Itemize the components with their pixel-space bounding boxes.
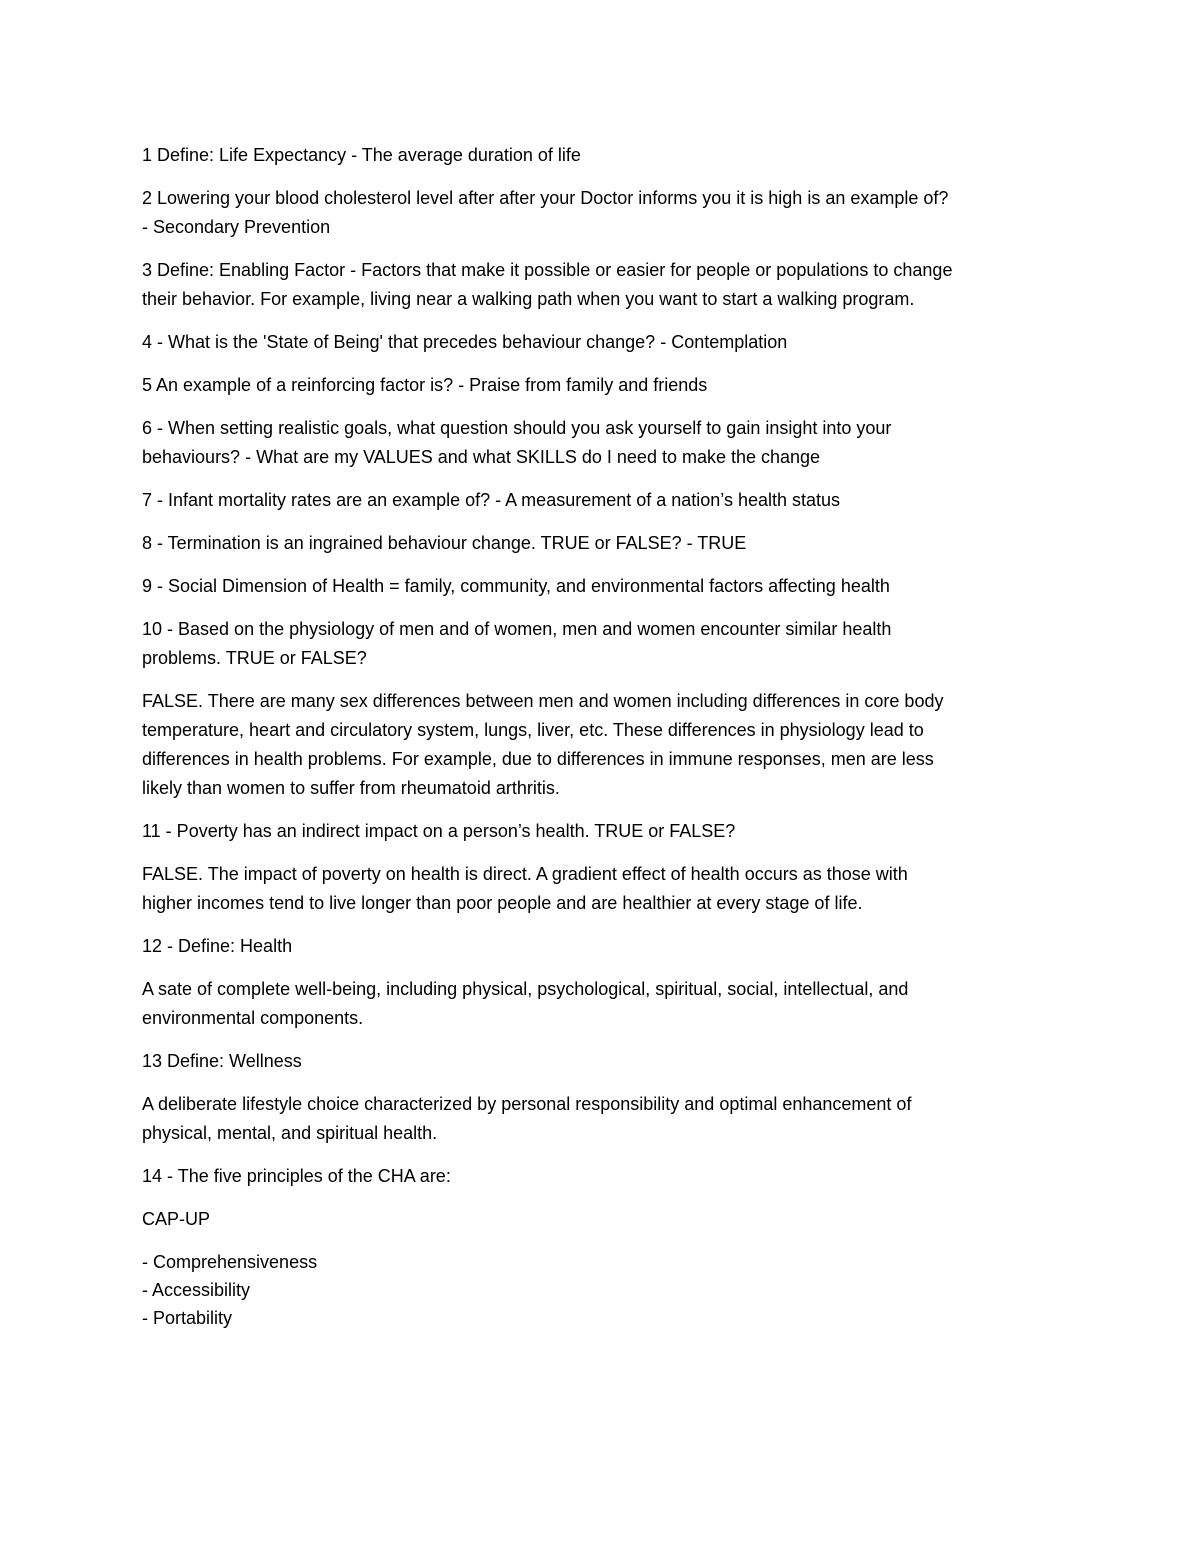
document-paragraph bbox=[142, 1205, 1072, 1234]
text-line: differences in health problems. For example, due to differences in immune responses, men are less bbox=[142, 749, 934, 769]
text-line: 13 Define: Wellness bbox=[142, 1051, 302, 1071]
text-line: A deliberate lifestyle choice characterized by personal responsibility and optimal enhancement of bbox=[142, 1094, 912, 1114]
document-paragraph bbox=[142, 141, 1072, 170]
text-line: 6 - When setting realistic goals, what question should you ask yourself to gain insight into your bbox=[142, 418, 892, 438]
list-item: - Comprehensiveness bbox=[142, 1252, 318, 1272]
document-paragraph bbox=[142, 328, 1072, 357]
document-paragraph bbox=[142, 1047, 1072, 1076]
document-paragraph bbox=[142, 486, 1072, 515]
text-line: CAP-UP bbox=[142, 1209, 211, 1229]
text-line: behaviours? - What are my VALUES and what SKILLS do I need to make the change bbox=[142, 447, 821, 467]
principles-list bbox=[142, 1248, 1072, 1332]
document-paragraph bbox=[142, 184, 1072, 242]
text-line: 11 - Poverty has an indirect impact on a person’s health. TRUE or FALSE? bbox=[142, 821, 736, 841]
text-line: 5 An example of a reinforcing factor is? - Praise from family and friends bbox=[142, 375, 708, 395]
paragraph-list bbox=[142, 141, 1072, 1234]
text-line: - Secondary Prevention bbox=[142, 217, 331, 237]
text-line: 9 - Social Dimension of Health = family, community, and environmental factors affecting health bbox=[142, 576, 890, 596]
text-line: A sate of complete well-being, including physical, psychological, spiritual, social, intellectual, and bbox=[142, 979, 909, 999]
text-line: 1 Define: Life Expectancy - The average duration of life bbox=[142, 145, 581, 165]
text-line: FALSE. There are many sex differences between men and women including differences in core body bbox=[142, 691, 944, 711]
document-paragraph bbox=[142, 529, 1072, 558]
document-paragraph bbox=[142, 817, 1072, 846]
text-line: FALSE. The impact of poverty on health is direct. A gradient effect of health occurs as those with bbox=[142, 864, 908, 884]
text-line: temperature, heart and circulatory system, lungs, liver, etc. These differences in physiology lead to bbox=[142, 720, 924, 740]
text-line: environmental components. bbox=[142, 1008, 364, 1028]
list-item: - Portability bbox=[142, 1308, 233, 1328]
document-paragraph bbox=[142, 371, 1072, 400]
text-line: 3 Define: Enabling Factor - Factors that make it possible or easier for people or populations to change bbox=[142, 260, 953, 280]
document-paragraph bbox=[142, 572, 1072, 601]
text-line: 14 - The five principles of the CHA are: bbox=[142, 1166, 451, 1186]
text-line: their behavior. For example, living near a walking path when you want to start a walking program. bbox=[142, 289, 915, 309]
document-paragraph bbox=[142, 687, 1072, 803]
document-paragraph bbox=[142, 860, 1072, 918]
document-paragraph bbox=[142, 1162, 1072, 1191]
document-body bbox=[142, 141, 1072, 1332]
text-line: 8 - Termination is an ingrained behaviour change. TRUE or FALSE? - TRUE bbox=[142, 533, 747, 553]
document-paragraph bbox=[142, 256, 1072, 314]
text-line: 10 - Based on the physiology of men and of women, men and women encounter similar health bbox=[142, 619, 892, 639]
text-line: 12 - Define: Health bbox=[142, 936, 293, 956]
text-line: 4 - What is the 'State of Being' that precedes behaviour change? - Contemplation bbox=[142, 332, 788, 352]
document-paragraph bbox=[142, 932, 1072, 961]
text-line: higher incomes tend to live longer than poor people and are healthier at every stage of life. bbox=[142, 893, 863, 913]
document-paragraph bbox=[142, 615, 1072, 673]
text-line: 2 Lowering your blood cholesterol level after after your Doctor informs you it is high is an example of? bbox=[142, 188, 949, 208]
text-line: problems. TRUE or FALSE? bbox=[142, 648, 367, 668]
list-item: - Accessibility bbox=[142, 1280, 251, 1300]
text-line: 7 - Infant mortality rates are an example of? - A measurement of a nation’s health status bbox=[142, 490, 841, 510]
document-paragraph bbox=[142, 414, 1072, 472]
document-paragraph bbox=[142, 1090, 1072, 1148]
text-line: likely than women to suffer from rheumatoid arthritis. bbox=[142, 778, 560, 798]
document-paragraph bbox=[142, 975, 1072, 1033]
text-line: physical, mental, and spiritual health. bbox=[142, 1123, 438, 1143]
